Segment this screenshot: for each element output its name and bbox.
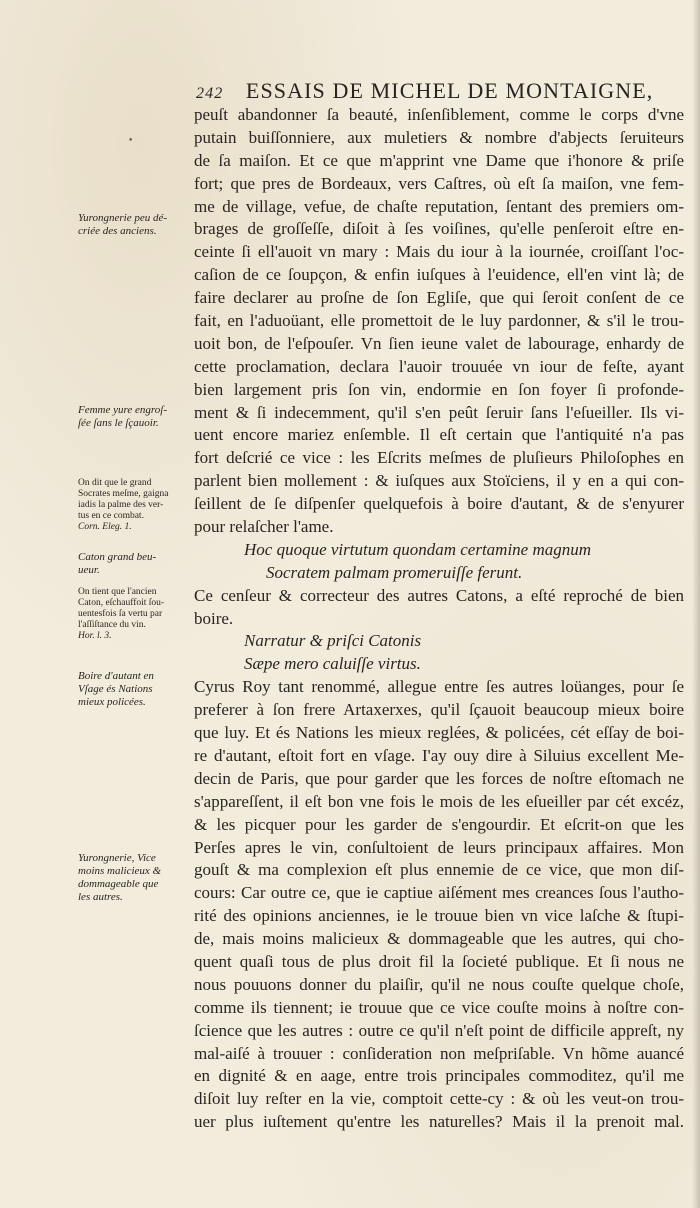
text-line: ſcience que les autres : outre ce qu'il n'eſt point de difficile appreſt, ny bbox=[194, 1020, 684, 1040]
text-line: Perſes apres le vin, conſultoient de leurs principaux affaires. Mon bbox=[194, 837, 684, 857]
verse-line: Sæpe mero caluiſſe virtus. bbox=[244, 654, 421, 674]
text-line: quent quaſi tous de plus droit fil la ſocieté publique. Et ſi nous ne bbox=[194, 951, 684, 971]
margin-note-line: mieux policées. bbox=[78, 696, 146, 708]
margin-note-cato bbox=[78, 551, 190, 577]
text-line: fort deſcrié ce vice : les Eſcrits meſmes de pluſieurs Philoſophes en bbox=[194, 448, 684, 468]
margin-note-line: l'aſſiſtance du vin. bbox=[78, 620, 146, 630]
text-line: me de village, vefue, de chaſte reputation, ſentant des premiers om- bbox=[194, 196, 684, 216]
margin-note-line: tus en ce combat. bbox=[78, 511, 144, 521]
text-line: diſoit luy reſter en la vie, comptoit cette-cy : & où les veut-on trou- bbox=[194, 1089, 684, 1109]
text-line: uer plus iuſtement qu'entre les naturelles? Mais il la prenoit mal. bbox=[194, 1112, 684, 1132]
text-line: boire. bbox=[194, 608, 234, 628]
margin-note-drinking-nations bbox=[78, 670, 190, 709]
margin-note-ancient-cato bbox=[78, 587, 190, 642]
margin-note-line: On tient que l'ancien bbox=[78, 587, 157, 597]
margin-note-line: ſée ſans le ſçauoir. bbox=[78, 417, 159, 429]
page-edge-shadow bbox=[692, 0, 700, 1208]
margin-citation: Corn. Eleg. 1. bbox=[78, 522, 132, 532]
text-line: comme ils tiennent; ie trouue que ce vice couſte moins à noſtre con- bbox=[194, 997, 684, 1017]
running-title: ESSAIS DE MICHEL DE MONTAIGNE, bbox=[245, 78, 654, 103]
margin-note-line: uentesfois ſa vertu par bbox=[78, 609, 163, 619]
verse-line: Narratur & priſci Catonis bbox=[244, 631, 422, 651]
text-line: de ſa maiſon. Et ce que m'apprint vne Dame que i'honore & priſe bbox=[194, 150, 684, 170]
margin-note-line: Socrates meſme, gaigna bbox=[78, 489, 169, 499]
text-line: parlent bien mollement : & iuſques aux Stoïciens, il y en a qui con- bbox=[194, 471, 684, 491]
margin-note-line: Caton, eſchauffoit ſou- bbox=[78, 598, 165, 608]
margin-note-line: dommageable que bbox=[78, 878, 159, 890]
text-line: rité des opinions anciennes, ie le trouue bien vn vice laſche & ſtupi- bbox=[194, 906, 684, 926]
text-line: Cyrus Roy tant renommé, allegue entre ſes autres loüanges, pour ſe bbox=[194, 677, 684, 697]
verse-line: Hoc quoque virtutum quondam certamine magnum bbox=[244, 539, 592, 559]
margin-note-drunk-woman bbox=[78, 404, 190, 430]
text-line: brages de groſſeſſe, diſoit à ſes voiſines, qu'elle penſeroit eſtre en- bbox=[194, 219, 684, 239]
text-line: ceinte ſi ell'auoit vn mary : Mais du iour à la iournée, croiſſant l'oc- bbox=[194, 242, 684, 262]
text-line: bien largement pris ſon vin, endormie en ſon foyer ſi profonde- bbox=[194, 379, 684, 399]
text-line: uoit bon, de l'eſpouſer. Vn ſien ieune valet de labourage, enhardy de bbox=[194, 333, 684, 353]
margin-note-line: Vſage és Nations bbox=[78, 683, 153, 695]
text-line: de, mais moins malicieux & dommageable que les autres, qui cho- bbox=[194, 929, 684, 949]
margin-note-line: iadis la palme des ver- bbox=[78, 500, 164, 510]
text-line: ſeillent de ſe diſpenſer quelquefois à boire d'autant, & de s'enyurer bbox=[194, 494, 684, 514]
margin-note-line: Caton grand beu- bbox=[78, 551, 157, 563]
margin-note-line: On dit que le grand bbox=[78, 478, 152, 488]
margin-note-line: les autres. bbox=[78, 891, 123, 903]
text-line: re d'autant, eſtoit fort en vſage. I'ay ouy dire à Siluius excellent Me- bbox=[194, 745, 684, 765]
text-line: caſion de ce ſoupçon, & enfin iuſques à l'euidence, ell'en vint là; de bbox=[194, 265, 684, 285]
text-line: gouſt & ma complexion eſt plus ennemie de ce vice, que mon diſ- bbox=[194, 860, 684, 880]
margin-note-drunkenness-ancients bbox=[78, 212, 190, 238]
text-line: putain buiſſonniere, aux muletiers & nombre d'abjects ſeruiteurs bbox=[194, 127, 684, 147]
text-line: ment & ſi indecemment, qu'il s'en peût ſeruir ſans l'eſueiller. Ils vi- bbox=[194, 402, 684, 422]
margin-note-socrates bbox=[78, 478, 190, 533]
verse-line: Socratem palmam promeruiſſe ferunt. bbox=[266, 562, 523, 582]
text-line: uent encore mariez enſemble. Il eſt certain que l'antiquité n'a pas bbox=[194, 425, 684, 445]
margin-note-lesser-vice bbox=[78, 852, 190, 904]
margin-note-line: moins malicieux & bbox=[78, 865, 162, 877]
text-line: Ce cenſeur & correcteur des autres Catons, a eſté reproché de bien bbox=[194, 585, 684, 605]
page-number: 242 bbox=[196, 85, 224, 102]
margin-note-line: Yurongnerie peu dé- bbox=[78, 212, 168, 224]
margin-note-line: criée des anciens. bbox=[78, 225, 157, 237]
text-line: peuſt abandonner ſa beauté, inſenſiblement, comme le corps d'vne bbox=[194, 105, 684, 124]
text-line: pour relaſcher l'ame. bbox=[194, 517, 334, 537]
text-line: mal-aiſé à trouuer : conſideration non meſpriſable. Vn hõme auancé bbox=[194, 1043, 684, 1063]
text-line: cette proclamation, declara l'auoir trouuée vn iour de feſte, ayant bbox=[194, 356, 684, 376]
margin-note-line: Yurongnerie, Vice bbox=[78, 852, 156, 864]
text-line: decin de Paris, que pour garder que les forces de noſtre eſtomach ne bbox=[194, 768, 684, 788]
text-line: fort; que pres de Bordeaux, vers Caſtres, où eſt ſa maiſon, vne fem- bbox=[194, 173, 684, 193]
ink-speck: • bbox=[128, 136, 134, 146]
text-line: s'appareſſent, il eſt bon vne fois le mois de les eſueiller par cét excéz, bbox=[194, 791, 684, 811]
text-line: preferer à ſon frere Artaxerxes, qu'il ſçauoit beaucoup mieux boire bbox=[194, 700, 684, 720]
margin-note-line: Boire d'autant en bbox=[78, 670, 154, 682]
text-line: cours: Car outre ce, que ie captiue aiſément mes creances ſous l'autho- bbox=[194, 883, 684, 903]
text-line: en dignité & en aage, entre trois principales commoditez, qu'il me bbox=[194, 1066, 684, 1086]
running-header bbox=[196, 78, 666, 106]
text-line: que luy. Et és Nations les mieux reglées, & policées, cét eſſay de boi- bbox=[194, 723, 684, 743]
text-line: & les picquer pour les garder de s'engourdir. Et eſcrit-on que les bbox=[194, 814, 684, 834]
text-line: faire declarer au proſne de ſon Egliſe, que qui ſeroit conſent de ce bbox=[194, 288, 684, 308]
margin-note-line: ueur. bbox=[78, 564, 100, 576]
text-line: fait, en l'aduoüant, elle promettoit de le luy pardonner, & s'il le trou- bbox=[194, 311, 684, 331]
margin-note-line: Femme yure engroſ- bbox=[78, 404, 167, 416]
text-line: nous pouuons donner du plaiſir, qu'il ne nous couſte quelque choſe, bbox=[194, 974, 684, 994]
main-text-block bbox=[194, 104, 684, 1134]
margin-citation: Hor. l. 3. bbox=[78, 631, 112, 641]
